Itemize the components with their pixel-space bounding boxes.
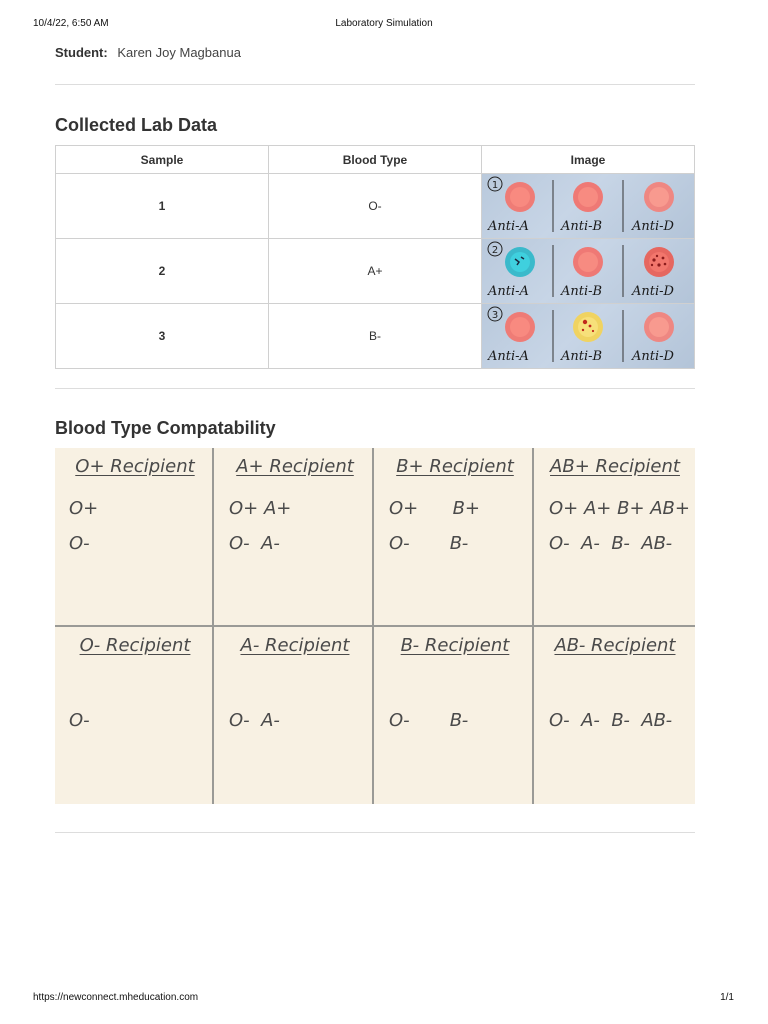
compat-heading: B+ Recipient [396,456,514,477]
blood-type-value: A+ [269,239,482,304]
compat-cell-b-neg [375,627,535,805]
slide-number: 2 [491,245,499,256]
compatibility-title: Blood Type Compatability [55,418,276,438]
lab-data-table [55,145,695,369]
table-row [56,174,695,239]
header-blood-type: Blood Type [269,146,482,174]
print-header [0,18,768,32]
compat-heading: B- Recipient [400,635,510,656]
blood-typing-slide [482,304,694,368]
table-row [56,239,695,304]
compat-cell-o-neg [55,627,215,805]
sample-number: 1 [56,174,269,239]
lab-data-title: Collected Lab Data [55,115,218,135]
print-footer [0,992,768,1006]
slide-label-anti-b: Anti-B [561,284,603,299]
table-header-row [56,146,695,174]
sample-image [482,174,695,239]
compat-cell-ab-pos [535,448,695,626]
compat-cell-ab-neg [535,627,695,805]
compat-heading: O+ Recipient [75,456,195,477]
divider [55,832,695,833]
slide-label-anti-b: Anti-B [561,349,603,364]
slide-label-anti-a: Anti-A [488,349,529,364]
slide-label-anti-d: Anti-D [632,219,674,234]
compat-heading: O- Recipient [79,635,191,656]
table-row [56,304,695,369]
student-line [55,45,241,60]
compat-donors: O- A- [229,710,280,731]
print-title: Laboratory Simulation [335,18,433,29]
sample-number: 2 [56,239,269,304]
blood-type-value: B- [269,304,482,369]
compat-donors: O- [69,710,90,731]
compat-cell-a-pos [215,448,375,626]
compat-heading: A+ Recipient [236,456,354,477]
compat-donors: O+ B+ O- B- [389,498,481,554]
grid-line [55,625,695,627]
sample-image [482,239,695,304]
divider [55,84,695,85]
student-name: Karen Joy Magbanua [117,45,241,60]
divider [55,388,695,389]
header-sample: Sample [56,146,269,174]
compat-cell-o-pos [55,448,215,626]
blood-typing-slide [482,174,694,238]
compat-donors: O- B- [389,710,469,731]
compat-cell-b-pos [375,448,535,626]
blood-type-value: O- [269,174,482,239]
blood-typing-slide [482,239,694,303]
sample-image [482,304,695,369]
slide-number: 1 [491,180,499,191]
compat-cell-a-neg [215,627,375,805]
slide-label-anti-d: Anti-D [632,284,674,299]
compat-donors: O+ A+ O- A- [229,498,292,554]
slide-label-anti-a: Anti-A [488,219,529,234]
slide-label-anti-a: Anti-A [488,284,529,299]
print-url: https://newconnect.mheducation.com [33,992,199,1003]
slide-label-anti-b: Anti-B [561,219,603,234]
compat-donors: O+ A+ B+ AB+ O- A- B- AB- [549,498,690,554]
compatibility-chart [55,448,695,804]
print-page-number: 1/1 [720,992,734,1003]
compat-donors: O- A- B- AB- [549,710,673,731]
compat-heading: AB+ Recipient [550,456,680,477]
compat-donors: O+ O- [69,498,99,554]
slide-label-anti-d: Anti-D [632,349,674,364]
header-image: Image [482,146,695,174]
student-label: Student: [55,45,108,60]
slide-number: 3 [491,310,499,321]
print-datetime: 10/4/22, 6:50 AM [33,18,109,29]
compat-heading: AB- Recipient [554,635,676,656]
compat-heading: A- Recipient [240,635,350,656]
sample-number: 3 [56,304,269,369]
